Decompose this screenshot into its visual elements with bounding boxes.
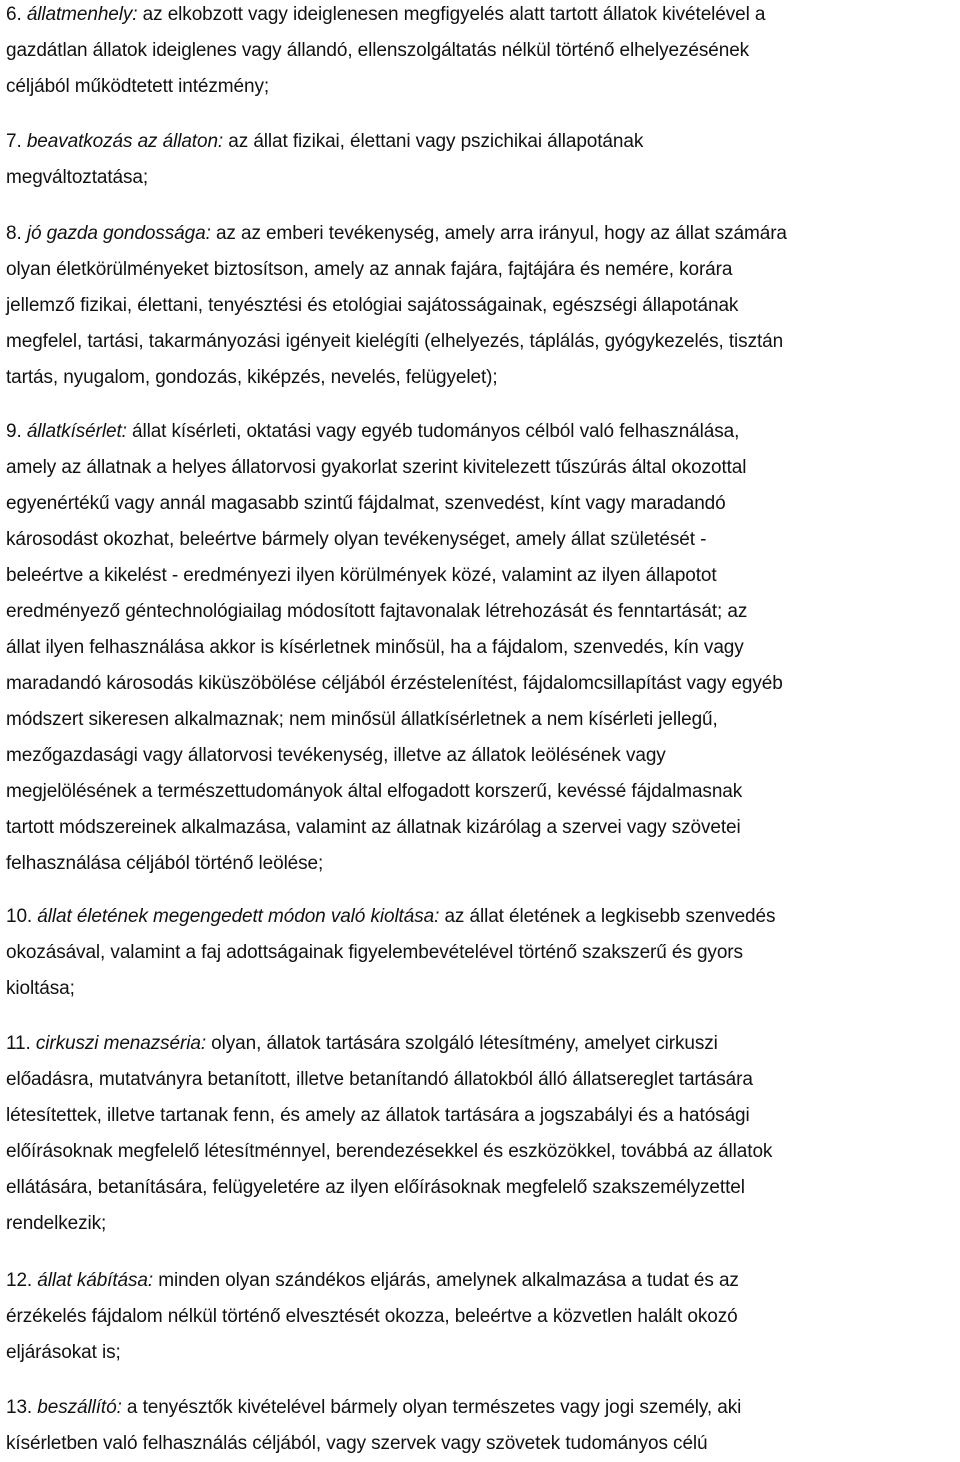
text-line: gazdátlan állatok ideiglenes vagy állandó, ellenszolgáltatás nélkül történő elhelyezésének	[6, 40, 750, 61]
text-line: eljárásokat is;	[6, 1342, 121, 1363]
item-number: 9.	[6, 421, 27, 442]
text-line: felhasználása céljából történő leölése;	[6, 853, 324, 874]
defined-term: beavatkozás az állaton:	[26, 131, 224, 152]
definition-text: olyan, állatok tartására szolgáló létesítmény, amelyet cirkuszi	[206, 1033, 718, 1054]
text-line: előírásoknak megfelelő létesítménnyel, berendezésekkel és eszközökkel, továbbá az állatok	[6, 1141, 773, 1162]
text-line	[6, 899, 956, 935]
definition-text: az állat fizikai, élettani vagy pszichikai állapotának	[223, 131, 644, 152]
item-number: 6.	[6, 4, 27, 25]
text-line: megfelel, tartási, takarmányozási igényeit kielégíti (elhelyezés, táplálás, gyógykezelés, tisztán	[6, 331, 784, 352]
definition-item-6	[6, 0, 956, 105]
text-line	[6, 216, 956, 252]
definition-item-8	[6, 216, 956, 396]
definition-item-11	[6, 1026, 956, 1242]
item-number: 8.	[6, 223, 27, 244]
text-line: tartott módszereinek alkalmazása, valamint az állatnak kizárólag a szervei vagy szövetei	[6, 817, 741, 838]
definition-text: állat kísérleti, oktatási vagy egyéb tudományos célból való felhasználása,	[126, 421, 740, 442]
defined-term: állatkísérlet:	[26, 421, 127, 442]
definition-text: minden olyan szándékos eljárás, amelynek alkalmazása a tudat és az	[153, 1270, 739, 1291]
definition-item-10	[6, 899, 956, 1007]
defined-term: cirkuszi menazséria:	[35, 1033, 206, 1054]
text-line: tartás, nyugalom, gondozás, kiképzés, nevelés, felügyelet);	[6, 367, 498, 388]
text-line: károsodást okozhat, beleértve bármely olyan tevékenységet, amely állat születését -	[6, 529, 707, 550]
text-line: módszert sikeresen alkalmaznak; nem minősül állatkísérletnek a nem kísérleti jellegű,	[6, 709, 718, 730]
text-line: amely az állatnak a helyes állatorvosi gyakorlat szerint kivitelezett tűszúrás által okozottal	[6, 457, 747, 478]
text-line	[6, 1390, 956, 1426]
item-number: 12.	[6, 1270, 38, 1291]
text-line: beleértve a kikelést - eredményezi ilyen körülmények közé, valamint az ilyen állapotot	[6, 565, 717, 586]
text-line: okozásával, valamint a faj adottságainak figyelembevételével történő szakszerű és gyors	[6, 942, 743, 963]
defined-term: állat kábítása:	[37, 1270, 154, 1291]
defined-term: állat életének megengedett módon való kioltása:	[37, 906, 440, 927]
text-line: megjelölésének a természettudományok által elfogadott korszerű, kevéssé fájdalmasnak	[6, 781, 743, 802]
definition-text: az elkobzott vagy ideiglenesen megfigyelés alatt tartott állatok kivételével a	[137, 4, 766, 25]
text-line: olyan életkörülményeket biztosítson, amely az annak fajára, fajtájára és nemére, korára	[6, 259, 733, 280]
text-line: eredményező géntechnológiailag módosított fajtavonalak létrehozását és fenntartását; az	[6, 601, 748, 622]
item-number: 10.	[6, 906, 38, 927]
defined-term: beszállító:	[37, 1397, 122, 1418]
text-line: maradandó károsodás kiküszöbölése céljából érzéstelenítést, fájdalomcsillapítást vagy egyéb	[6, 673, 783, 694]
text-line: jellemző fizikai, élettani, tenyésztési és etológiai sajátosságainak, egészségi állapotának	[6, 295, 739, 316]
text-line	[6, 124, 956, 160]
text-line: mezőgazdasági vagy állatorvosi tevékenység, illetve az állatok leölésének vagy	[6, 745, 666, 766]
text-line	[6, 1263, 956, 1299]
text-line	[6, 1026, 956, 1062]
text-line: kioltása;	[6, 978, 75, 999]
text-line: megváltoztatása;	[6, 167, 149, 188]
text-line: előadásra, mutatványra betanított, illetve betanítandó állatokból álló állatsereglet tartására	[6, 1069, 753, 1090]
text-line: érzékelés fájdalom nélkül történő elvesztését okozza, beleértve a közvetlen halált okozó	[6, 1306, 738, 1327]
text-line: egyenértékű vagy annál magasabb szintű fájdalmat, szenvedést, kínt vagy maradandó	[6, 493, 726, 514]
item-number: 13.	[6, 1397, 38, 1418]
item-number: 11.	[6, 1033, 36, 1054]
text-line: céljából működtetett intézmény;	[6, 76, 270, 97]
text-line	[6, 414, 956, 450]
definition-item-13	[6, 1390, 956, 1462]
text-line: rendelkezik;	[6, 1213, 107, 1234]
text-line: kísérletben való felhasználás céljából, vagy szervek vagy szövetek tudományos célú	[6, 1433, 708, 1454]
defined-term: állatmenhely:	[26, 4, 138, 25]
definition-text: a tenyésztők kivételével bármely olyan természetes vagy jogi személy, aki	[121, 1397, 742, 1418]
text-line: létesítettek, illetve tartanak fenn, és amely az állatok tartására a jogszabályi és a hatósági	[6, 1105, 750, 1126]
definition-text: az az emberi tevékenység, amely arra irányul, hogy az állat számára	[210, 223, 787, 244]
defined-term: jó gazda gondossága:	[26, 223, 211, 244]
item-number: 7.	[6, 131, 27, 152]
text-line: ellátására, betanítására, felügyeletére az ilyen előírásoknak megfelelő szakszemélyzettel	[6, 1177, 745, 1198]
definition-item-12	[6, 1263, 956, 1371]
text-line	[6, 0, 956, 33]
definition-item-9	[6, 414, 956, 882]
definition-text: az állat életének a legkisebb szenvedés	[439, 906, 776, 927]
text-line: állat ilyen felhasználása akkor is kísérletnek minősül, ha a fájdalom, szenvedés, kín vagy	[6, 637, 744, 658]
definition-item-7	[6, 124, 956, 196]
